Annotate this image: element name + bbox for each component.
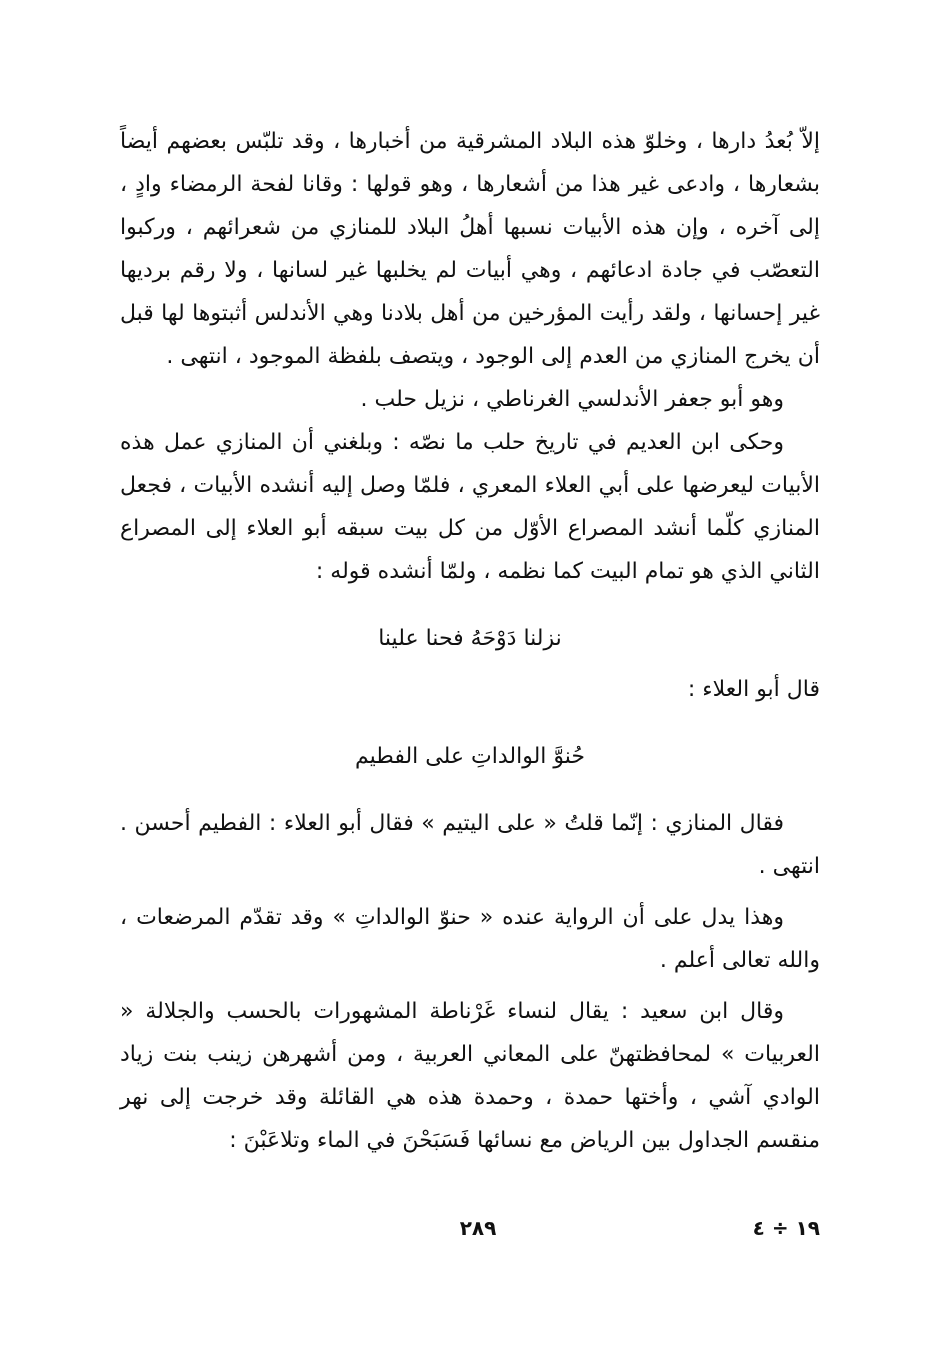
paragraph-7: وقال ابن سعيد : يقال لنساء غَرْناطة المشهورات بالحسب والجلالة « العربيات » لمحافظتهنّ على المعاني العربية ، ومن أشهرهن زينب بنت زياد الوادي آشي ، وأختها حمدة ، وحمدة هذه هي القائلة وقد خرجت إلى نهر منقسم الجداول بين الرياض مع نسائها فَسَبَحْنَ في الماء وتلاعَبْنَ :: [120, 999, 820, 1153]
page-number: ٢٨٩: [459, 1216, 497, 1240]
paragraph-2: وهو أبو جعفر الأندلسي الغرناطي ، نزيل حلب .: [360, 387, 784, 412]
paragraph-3: وحكى ابن العديم في تاريخ حلب ما نصّه : وبلغني أن المنازي عمل هذه الأبيات ليعرضها على أبي العلاء المعري ، فلمّا وصل إليه أنشده الأبيات ، فجعل المنازي كلّما أنشد المصراع الأوّل من كل بيت سبقه أبو العلاء إلى المصراع الثاني الذي هو تمام البيت كما نظمه ، ولمّا أنشده قوله :: [120, 430, 820, 584]
paragraph-5: فقال المنازي : إنّما قلتُ « على اليتيم » فقال أبو العلاء : الفطيم أحسن . انتهى .: [120, 811, 820, 879]
page-footer: [0, 1216, 934, 1256]
main-text: [120, 120, 820, 1162]
paragraph-6: وهذا يدل على أن الرواية عنده « حنوّ الوالداتِ » وقد تقدّم المرضعات ، والله تعالى أعلم .: [120, 905, 820, 973]
printer-signature: ١٩ ÷ ٤: [752, 1216, 820, 1240]
verse-line-1: نزلنا دَوْحَهُ فحنا علينا: [378, 626, 562, 651]
verse-line-2: حُنوَّ الوالداتِ على الفطيم: [355, 744, 585, 769]
paragraph-1: إلاّ بُعدُ دارها ، وخلوّ هذه البلاد المشرقية من أخبارها ، وقد تلبّس بعضهم أيضاً بشعارها ، وادعى غير هذا من أشعارها ، وهو قولها : وقانا لفحة الرمضاء وادٍ ، إلى آخره ، وإن هذه الأبيات نسبها أهلُ البلاد للمنازي من شعرائهم ، وركبوا التعصّب في جادة ادعائهم ، وهي أبيات لم يخلبها غير لسانها ، ولا رقم برديها غير إحسانها ، ولقد رأيت المؤرخين من أهل بلادنا وهي الأندلس أثبتوها لها قبل أن يخرج المنازي من العدم إلى الوجود ، ويتصف بلفظة الموجود ، انتهى .: [120, 129, 820, 369]
paragraph-4: قال أبو العلاء :: [687, 677, 820, 702]
